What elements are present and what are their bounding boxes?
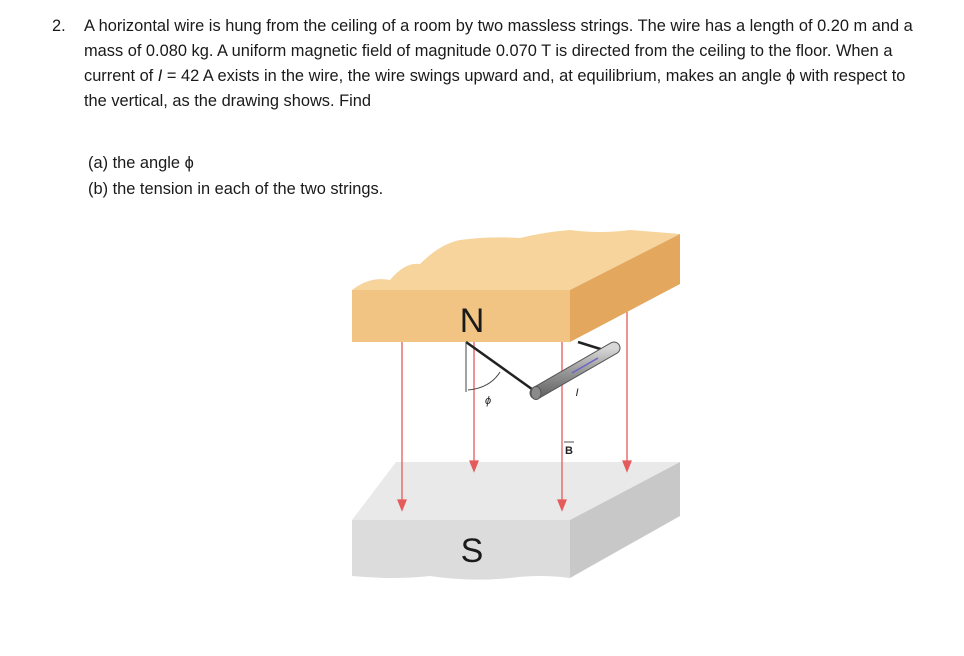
angle-label: ϕ	[484, 395, 492, 407]
north-pole-block	[352, 230, 680, 342]
angle-indicator	[466, 342, 500, 392]
current-symbol: I	[157, 67, 163, 85]
north-label: N	[459, 302, 485, 340]
problem-text-part2: = 42 A exists in the wire, the wire swings upward and, at equilibrium, makes an angle ϕ with respect to the vertical, as the drawing shows. Find	[84, 67, 906, 110]
part-a: (a) the angle ϕ	[88, 154, 194, 172]
current-wire	[531, 348, 614, 400]
field-label: B	[565, 445, 573, 457]
current-label: I	[575, 387, 579, 399]
field-label-group	[564, 442, 574, 457]
south-label: S	[460, 532, 484, 570]
south-pole-block	[352, 462, 680, 580]
string-left	[466, 342, 536, 392]
problem-number: 2.	[52, 17, 66, 35]
problem-text-part1: A horizontal wire is hung from the ceiling of a room by two massless strings. The wire has a length of 0.20 m and a mass of 0.080 kg. A uniform magnetic field of magnitude 0.070 T is directed from the ceiling to the floor. When a current of	[84, 17, 913, 85]
part-b: (b) the tension in each of the two strings.	[88, 180, 384, 198]
